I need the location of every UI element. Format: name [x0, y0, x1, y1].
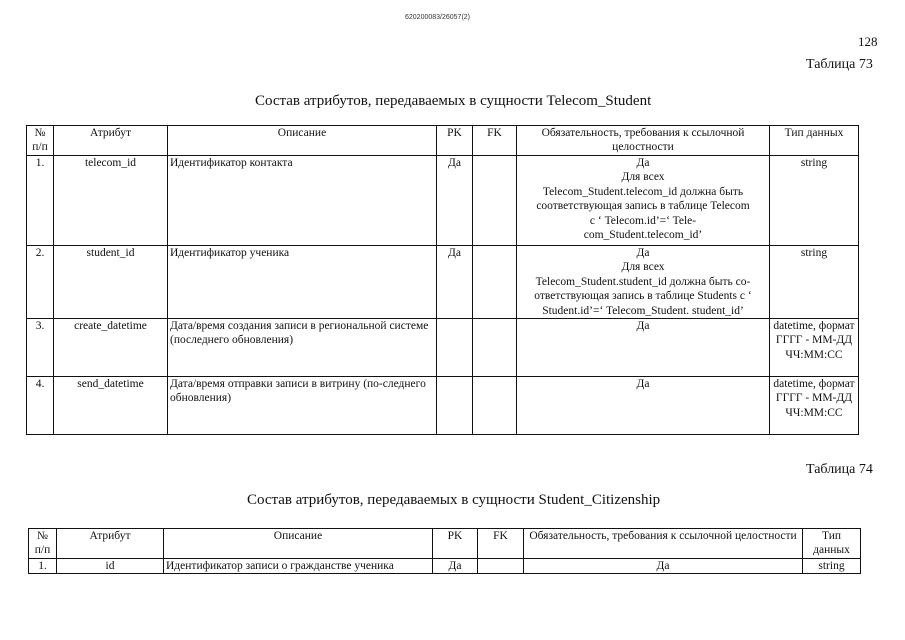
cell-data-type: string — [770, 156, 859, 246]
cell-fk — [473, 318, 517, 376]
table-74 — [28, 528, 861, 574]
cell-requirements — [517, 246, 770, 319]
requirement-line: Да — [636, 377, 650, 390]
requirement-line: Да — [636, 247, 650, 259]
requirement-line: Да — [636, 319, 650, 332]
cell-attribute: create_datetime — [54, 318, 168, 376]
table-74-title: Состав атрибутов, передаваемых в сущности Student_Citizenship — [247, 492, 661, 508]
requirement-line: com_Student.telecom_id’ — [583, 228, 703, 241]
cell-pk — [437, 318, 473, 376]
cell-fk — [473, 156, 517, 246]
table-74-body — [29, 558, 861, 573]
cell-requirements — [524, 558, 803, 573]
cell-data-type: datetime, формат ГГГГ - ММ-ДД ЧЧ:ММ:СС — [770, 318, 859, 376]
requirement-line: Telecom_Student.telecom_id должна быть — [542, 185, 744, 198]
header-fk: FK — [473, 126, 517, 156]
header-description: Описание — [164, 529, 433, 559]
cell-num: 1. — [29, 558, 57, 573]
cell-data-type: string — [770, 246, 859, 319]
cell-fk — [473, 246, 517, 319]
cell-description: Идентификатор ученика — [168, 246, 437, 319]
header-requirements: Обязательность, требования к ссылочной целостности — [517, 126, 770, 156]
header-pk: PK — [437, 126, 473, 156]
cell-description: Идентификатор записи о гражданстве ученика — [164, 558, 433, 573]
table-73 — [26, 125, 859, 435]
header-attribute: Атрибут — [57, 529, 164, 559]
cell-num: 1. — [27, 156, 54, 246]
table-73-body — [27, 156, 859, 435]
header-requirements: Обязательность, требования к ссылочной целостности — [524, 529, 803, 559]
table-row — [27, 318, 859, 376]
requirement-line: с ‘ Telecom.id’=‘ Tele- — [589, 214, 697, 227]
cell-description: Идентификатор контакта — [168, 156, 437, 246]
table-74-header-row — [29, 529, 861, 559]
cell-description: Дата/время создания записи в региональной системе (последнего обновления) — [168, 318, 437, 376]
requirement-line: Telecom_Student.student_id должна быть со- — [535, 275, 751, 288]
cell-pk: Да — [437, 156, 473, 246]
header-num: № п/п — [29, 529, 57, 559]
requirement-line: Да — [656, 559, 670, 572]
cell-attribute: send_datetime — [54, 376, 168, 434]
requirement-line: Для всех — [621, 261, 665, 274]
table-73-label: Таблица 73 — [806, 57, 873, 72]
cell-num: 3. — [27, 318, 54, 376]
table-row — [29, 558, 861, 573]
cell-requirements — [517, 318, 770, 376]
cell-data-type: datetime, формат ГГГГ - ММ-ДД ЧЧ:ММ:СС — [770, 376, 859, 434]
requirement-line: соответствующая запись в таблице Telecom — [536, 200, 750, 213]
table-74-label: Таблица 74 — [806, 462, 873, 477]
header-attribute: Атрибут — [54, 126, 168, 156]
table-row — [27, 376, 859, 434]
cell-attribute: telecom_id — [54, 156, 168, 246]
cell-description: Дата/время отправки записи в витрину (по-следнего обновления) — [168, 376, 437, 434]
header-pk: PK — [433, 529, 478, 559]
cell-fk — [473, 376, 517, 434]
table-row — [27, 246, 859, 319]
cell-pk — [437, 376, 473, 434]
header-description: Описание — [168, 126, 437, 156]
cell-requirements — [517, 376, 770, 434]
requirement-line: Да — [636, 157, 650, 169]
header-fk: FK — [478, 529, 524, 559]
header-num: № п/п — [27, 126, 54, 156]
header-data-type: Тип данных — [803, 529, 861, 559]
cell-pk: Да — [437, 246, 473, 319]
cell-attribute: student_id — [54, 246, 168, 319]
cell-data-type: string — [803, 558, 861, 573]
requirement-line: Student.id’=‘ Telecom_Student. student_id’ — [542, 304, 744, 317]
header-data-type: Тип данных — [770, 126, 859, 156]
table-73-header-row — [27, 126, 859, 156]
cell-pk: Да — [433, 558, 478, 573]
table-row — [27, 156, 859, 246]
requirement-line: Для всех — [621, 171, 665, 184]
cell-attribute: id — [57, 558, 164, 573]
cell-requirements — [517, 156, 770, 246]
document-id: 620200083/26057(2) — [405, 14, 471, 21]
cell-fk — [478, 558, 524, 573]
page-number: 128 — [858, 34, 878, 49]
table-73-title: Состав атрибутов, передаваемых в сущности Telecom_Student — [255, 93, 652, 109]
requirement-line: ответствующая запись в таблице Students с ‘ — [534, 290, 752, 303]
cell-num: 2. — [27, 246, 54, 319]
cell-num: 4. — [27, 376, 54, 434]
